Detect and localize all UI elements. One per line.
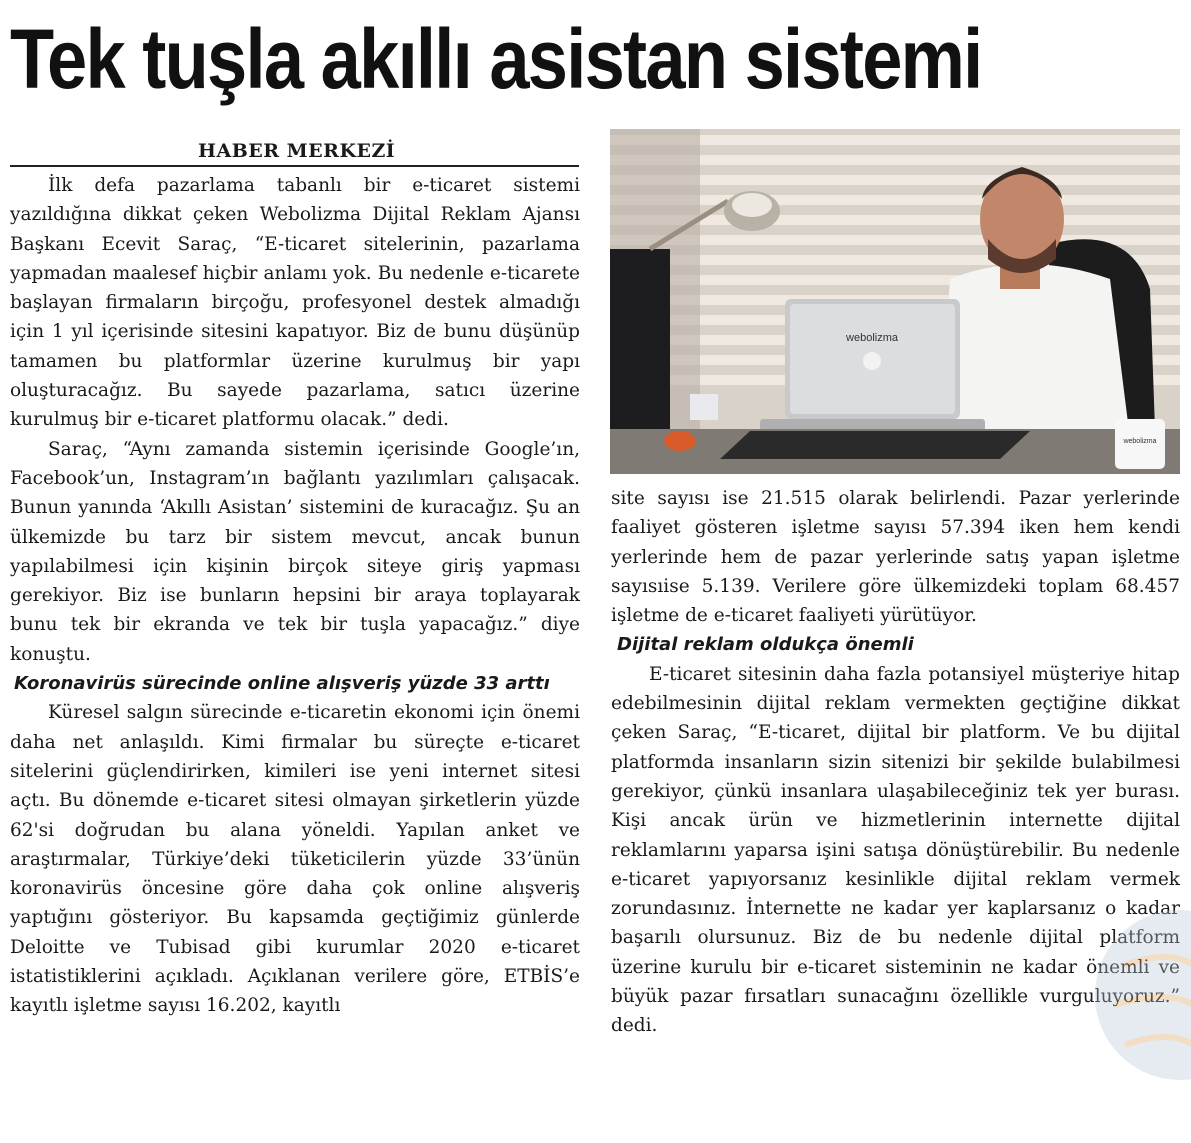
desk-calendar	[690, 394, 718, 420]
subheading: Dijital reklam oldukça önemli	[617, 634, 914, 656]
svg-text:webolizma: webolizma	[1123, 438, 1157, 445]
orange-object	[664, 431, 696, 451]
byline-text: HABER MERKEZİ	[198, 140, 396, 162]
mug	[1115, 419, 1165, 469]
laptop	[760, 299, 985, 431]
subheading: Koronavirüs sürecinde online alışveriş yüzde 33 arttı	[14, 673, 550, 695]
headline: Tek tuşla akıllı asistan sistemi	[10, 12, 982, 106]
paragraph: Küresel salgın sürecinde e-ticaretin ekonomi için önemi daha net anlaşıldı. Kimi firmalar bu süreçte e-ticaret sitelerini güçlendirirken, kimileri ise yeni internet sitesi açtı. Bu dönemde e-ticaret sitesi olmayan şirketlerin yüzde 62'si doğrudan bu alana yöneldi. Yapılan anket ve araştırmalar, Türkiye’deki tüketicilerin yüzde 33’ünün koronavirüs öncesine göre daha çok online alışveriş yaptığını gösteriyor. Bu kapsamda geçtiğimiz günlerde Deloitte ve Tubisad gibi kurumlar 2020 e-ticaret istatistiklerini açıkladı. Açıklanan verilere göre, ETBİS’e kayıtlı işletme sayısı 16.202, kayıtlı	[10, 702, 580, 1017]
paragraph: Saraç, “Aynı zamanda sistemin içerisinde Google’ın, Facebook’un, Instagram’ın bağlantı yazılımları çalışacak. Bunun yanında ‘Akıllı Asistan’ sistemini de kuracağız. Şu an ülkemizde bu tarz bir sistem mevcut, ancak bunun yapılabilmesi için kişinin birçok siteye giriş yapması gerekiyor. Biz ise bunların hepsini bir araya toplayarak bunu tek bir ekranda ve tek bir tuşla yapacağız.” diye konuştu.	[10, 438, 580, 665]
paragraph: E-ticaret sitesinin daha fazla potansiyel müşteriye hitap edebilmesinin dijital reklam vermekten geçtiğine dikkat çeken Saraç, “E-ticaret, dijital bir platform. Ve bu dijital platformda insanların sizin sitenizi bir şekilde bulabilmesi gerekiyor, çünkü insanlara ulaşabileceğiniz tek yer burası. Kişi ancak ürün ve hizmetlerinin internette dijital reklamlarını yaparsa işini satışa dönüştürebilir. Bu nedenle e-ticaret yapıyorsanız kesinlikle dijital reklam vermek zorundasınız. İnternette ne kadar yer kaplarsanız o kadar başarılı olursunuz. Biz de bu nedenle dijital platform üzerine kurulu bir e-ticaret sisteminin ne kadar önemli ve büyük pazar fırsatları sunacağını özellikle vurguluyoruz.” dedi.	[611, 663, 1180, 1037]
paragraph: İlk defa pazarlama tabanlı bir e-ticaret sistemi yazıldığına dikkat çeken Webolizma Dijital Reklam Ajansı Başkanı Ecevit Saraç, “E-ticaret sitelerinin, pazarlama yapmadan maalesef hiçbir anlamı yok. Bu nedenle e-ticarete başlayan firmaların birçoğu, profesyonel destek almadığı için 1 yıl içerisinde sitesini kapatıyor. Biz de bunu düşünüp tamamen bu platformlar üzerine kurulmuş bir yapı oluşturacağız. Bu sayede pazarlama, satıcı üzerine kurulmuş bir e-ticaret platformu olacak.” dedi.	[10, 175, 580, 431]
byline	[10, 138, 579, 167]
svg-text:webolizma: webolizma	[846, 332, 898, 344]
left-column	[10, 171, 580, 1021]
right-column	[611, 484, 1180, 1041]
monitor	[610, 249, 670, 439]
article-photo	[610, 129, 1180, 474]
paragraph: site sayısı ise 21.515 olarak belirlendi. Pazar yerlerinde faaliyet gösteren işletme sayısı 57.394 iken hem kendi yerlerinde hem de pazar yerlerinde satış yapan işletme sayısıise 5.139. Verilere göre ülkemizdeki toplam 68.457 işletme de e-ticaret faaliyeti yürütüyor.	[611, 488, 1180, 627]
